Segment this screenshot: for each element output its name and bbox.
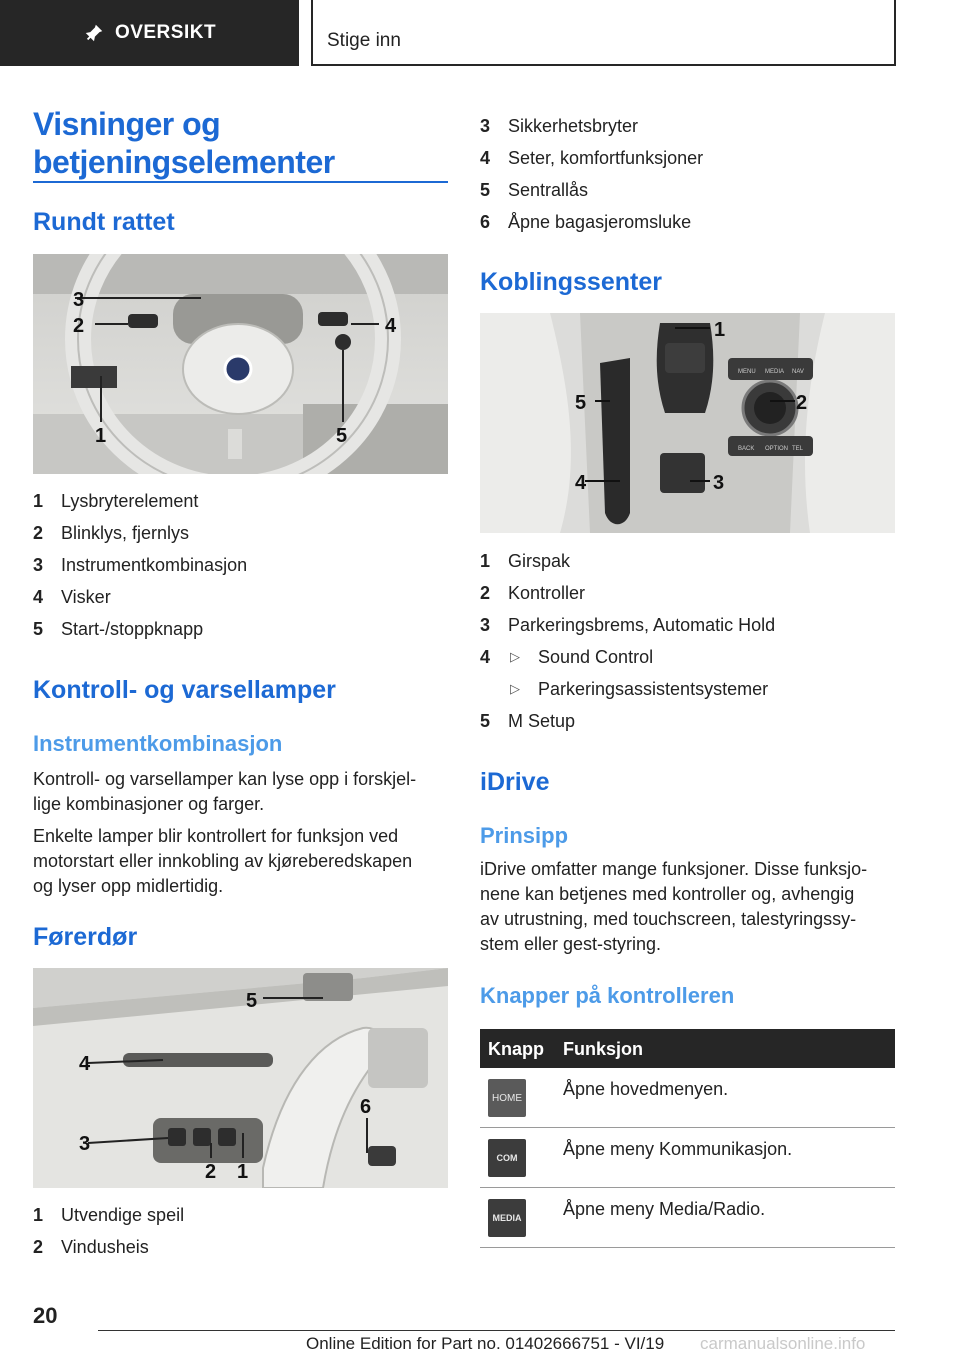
list-item: 6 Åpne bagasjeromsluke xyxy=(480,212,692,232)
page-title-line-1: Visninger og xyxy=(33,106,221,142)
list-item: 2 Blinklys, fjernlys xyxy=(33,523,190,543)
driver-door-photo xyxy=(33,968,448,1188)
door-list xyxy=(33,1203,448,1267)
callout-3: 3 xyxy=(73,289,85,311)
callout-1: 1 xyxy=(95,425,107,447)
callout-2: 2 xyxy=(73,315,85,337)
list-item: 4 ▷ Sound Control xyxy=(480,647,654,667)
list-item: 3 Sikkerhetsbryter xyxy=(480,116,639,136)
center-console-photo xyxy=(480,313,895,533)
list-item: 4 Visker xyxy=(33,587,111,607)
steering-wheel-photo xyxy=(33,254,448,474)
list-item: 1 Lysbryterelement xyxy=(33,491,199,511)
home-key-icon: HOME xyxy=(488,1079,526,1117)
page-header xyxy=(0,0,960,66)
overview-label: OVERSIKT xyxy=(114,22,217,43)
callout-3: 3 xyxy=(79,1133,91,1155)
console-list xyxy=(480,549,895,741)
section-label: Stige inn xyxy=(327,30,401,51)
warning-paragraph-1: Kontroll- og varsellamper kan lyse opp i forskjel- lige kombinasjoner og farger. xyxy=(33,769,417,814)
callout-5: 5 xyxy=(246,990,258,1012)
callout-1: 1 xyxy=(237,1161,249,1183)
list-item: 4 Seter, komfortfunksjoner xyxy=(480,148,704,168)
callout-1: 1 xyxy=(714,319,726,341)
callout-2: 2 xyxy=(205,1161,217,1183)
steering-list xyxy=(33,489,448,649)
buttons-heading: Knapper på kontrolleren xyxy=(480,983,735,1008)
bullet-icon: ▷ xyxy=(510,681,520,696)
callout-6: 6 xyxy=(360,1096,372,1118)
footer-rule xyxy=(98,1330,895,1331)
callout-5: 5 xyxy=(575,392,587,414)
warning-paragraph-2: Enkelte lamper blir kontrollert for funksjon ved motorstart eller innkobling av kjøreberedskapen og lyser opp midlertidig. xyxy=(33,826,413,896)
edition-text: Online Edition for Part no. 01402666751 - VI/19 xyxy=(306,1334,665,1353)
pin-icon xyxy=(83,22,105,44)
list-item: 2 Kontroller xyxy=(480,583,586,603)
callout-4: 4 xyxy=(79,1053,91,1075)
overview-tab[interactable] xyxy=(0,0,299,66)
title-rule xyxy=(33,181,448,183)
svg-text:NAV: NAV xyxy=(792,369,804,375)
list-item: 1 Utvendige speil xyxy=(33,1205,185,1225)
callout-3: 3 xyxy=(713,472,725,494)
list-item: 5 M Setup xyxy=(480,711,576,731)
console-heading: Koblingssenter xyxy=(480,268,662,296)
section-tab[interactable] xyxy=(311,0,896,66)
warning-subheading: Instrumentkombinasjon xyxy=(33,731,283,756)
watermark: carmanualsonline.info xyxy=(700,1334,866,1353)
table-row: COM Åpne meny Kommunikasjon. xyxy=(480,1128,895,1188)
callout-4: 4 xyxy=(385,315,397,337)
door-list-continued xyxy=(480,114,895,242)
svg-text:TEL: TEL xyxy=(792,446,804,452)
bullet-icon: ▷ xyxy=(510,649,520,664)
idrive-paragraph: iDrive omfatter mange funksjoner. Disse funksjo- nene kan betjenes med kontroller og, avhengig av utrustning, med touchscreen, talestyringssy- stem eller gest-styring. xyxy=(480,859,868,954)
list-item: 3 Instrumentkombinasjon xyxy=(33,555,248,575)
svg-text:MENU: MENU xyxy=(738,369,756,375)
list-item: ▷ Parkeringsassistentsystemer xyxy=(510,679,769,699)
list-item: 5 Sentrallås xyxy=(480,180,589,200)
svg-text:MEDIA: MEDIA xyxy=(765,369,785,375)
list-item: 1 Girspak xyxy=(480,551,571,571)
warning-heading: Kontroll- og varsellamper xyxy=(33,676,336,704)
callout-4: 4 xyxy=(575,472,587,494)
callout-2: 2 xyxy=(796,392,808,414)
idrive-heading: iDrive xyxy=(480,768,550,796)
svg-text:OPTION: OPTION xyxy=(765,446,789,452)
com-key-icon: COM xyxy=(488,1139,526,1177)
list-item: 2 Vindusheis xyxy=(33,1237,149,1257)
callout-5: 5 xyxy=(336,425,348,447)
steering-heading: Rundt rattet xyxy=(33,208,175,236)
list-item: 3 Parkeringsbrems, Automatic Hold xyxy=(480,615,776,635)
door-heading: Førerdør xyxy=(33,923,138,951)
buttons-table xyxy=(480,1029,895,1248)
page-title xyxy=(33,105,335,181)
table-header: Knapp Funksjon xyxy=(480,1029,895,1068)
list-item: 5 Start-/stoppknapp xyxy=(33,619,204,639)
media-key-icon: MEDIA xyxy=(488,1199,526,1237)
page-title-line-2: betjeningselementer xyxy=(33,144,335,180)
table-row: HOME Åpne hovedmenyen. xyxy=(480,1068,895,1128)
svg-text:BACK: BACK xyxy=(738,446,755,452)
page-number: 20 xyxy=(33,1303,58,1328)
table-row: MEDIA Åpne meny Media/Radio. xyxy=(480,1188,895,1248)
idrive-subheading: Prinsipp xyxy=(480,823,569,848)
